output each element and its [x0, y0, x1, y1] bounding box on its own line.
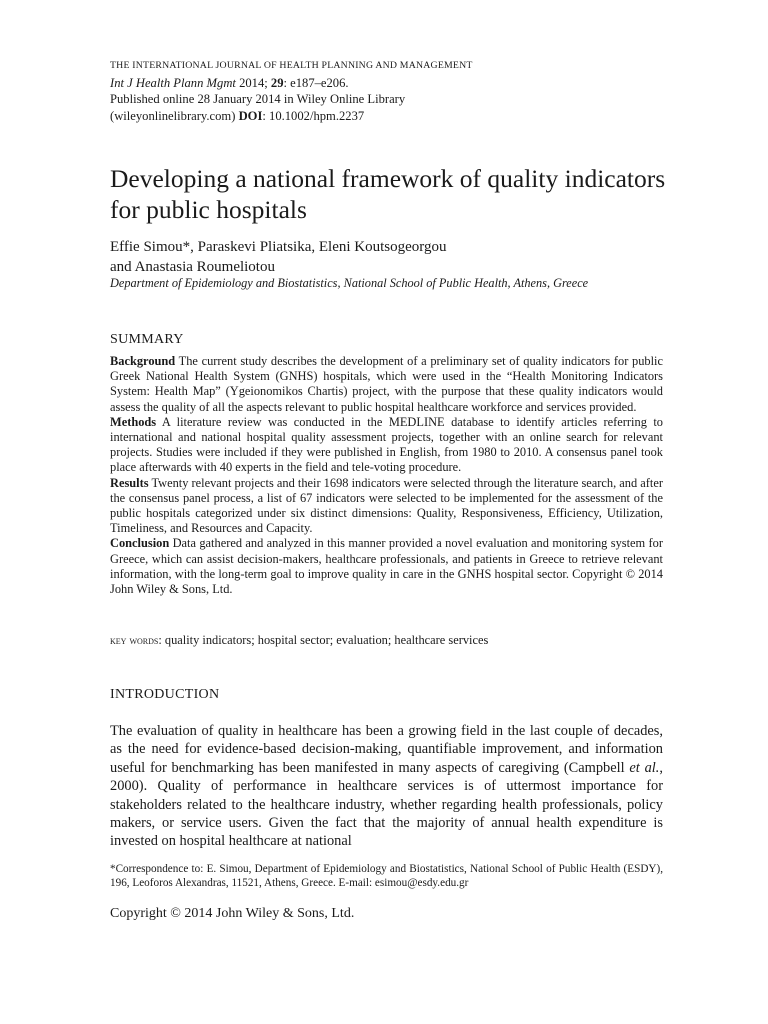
citation-pages: : e187–e206.	[283, 75, 349, 90]
methods-label: Methods	[110, 414, 157, 429]
authors-line-1: Effie Simou*, Paraskevi Pliatsika, Eleni Koutsogeorgou	[110, 239, 447, 255]
methods-text: A literature review was conducted in the MEDLINE database to identify articles referring to international and national hospital quality assessment projects, together with an online search for relevant projects. Studies were included if they were published in English, from 1980 to 2010. A consensus panel took place afterwards with 40 experts in the field and tele-voting procedure.	[110, 414, 663, 475]
citation-volume: 29	[270, 75, 284, 90]
keywords	[110, 633, 663, 648]
abstract-methods	[110, 415, 663, 476]
results-text: Twenty relevant projects and their 1698 indicators were selected through the literature search, and after the consensus panel process, a list of 67 indicators were selected to be implemented for the assessment of the public hospitals categorized under six distinct dimensions: Quality, Responsiveness, Efficiency, Utilization, Timeliness, and Resources and Capacity.	[110, 475, 663, 536]
copyright-notice: Copyright © 2014 John Wiley & Sons, Ltd.	[110, 906, 355, 921]
citation-line	[110, 75, 670, 92]
results-label: Results	[110, 475, 149, 490]
citation-journal: Int J Health Plann Mgmt	[110, 75, 236, 90]
abstract-background	[110, 354, 663, 415]
doi-line	[110, 108, 670, 125]
authors-line-2: and Anastasia Roumeliotou	[110, 258, 275, 275]
doi-value[interactable]: : 10.1002/hpm.2237	[262, 108, 365, 123]
introduction-text	[110, 722, 663, 851]
intro-text-part-1: The evaluation of quality in healthcare has been a growing field in the last couple of decades, as the need for evidence-based decision-making, quantifiable improvement, and information useful for benchmarking has been manifested in many aspects of caregiving (Campbell	[110, 723, 663, 776]
background-label: Background	[110, 354, 176, 368]
keywords-text: : quality indicators; hospital sector; evaluation; healthcare services	[158, 633, 489, 647]
summary-heading: SUMMARY	[110, 332, 184, 347]
citation-year: 2014;	[235, 75, 271, 90]
journal-name: THE INTERNATIONAL JOURNAL OF HEALTH PLANNING AND MANAGEMENT	[110, 60, 473, 71]
abstract-conclusion	[110, 536, 663, 597]
intro-et-al: et al.	[629, 759, 660, 776]
keywords-label: key words	[110, 633, 159, 647]
background-text: The current study describes the development of a preliminary set of quality indicators for public Greek National Health System (GNHS) hospitals, which were used in the “Health Monitoring Indicators System: Health Map” (Ygeionomikos Chartis) project, with the purpose that these quality indicators would assess the quality of all the aspects relevant to public hospital healthcare workforce and services provided.	[110, 354, 663, 414]
library-link[interactable]: (wileyonlinelibrary.com)	[110, 108, 239, 123]
conclusion-label: Conclusion	[110, 536, 170, 551]
conclusion-text: Data gathered and analyzed in this manner provided a novel evaluation and monitoring system for Greece, which can assist decision-makers, healthcare professionals, and patients in Greece to retrieve relevant information, with the long-term goal to improve quality in care in the GNHS hospital sector. Copyright © 2014 John Wiley & Sons, Ltd.	[110, 536, 663, 597]
published-line: Published online 28 January 2014 in Wiley Online Library	[110, 92, 406, 106]
paper-title: Developing a national framework of quality indicators for public hospitals	[110, 164, 666, 224]
affiliation: Department of Epidemiology and Biostatistics, National School of Public Health, Athens, Greece	[110, 276, 589, 290]
doi-label: DOI	[238, 108, 263, 123]
introduction-heading: INTRODUCTION	[110, 687, 220, 702]
intro-text-part-2: , 2000). Quality of performance in healthcare services is of uttermost importance for stakeholders related to the healthcare industry, whether regarding health professionals, policy makers, or service users. Given the fact that the majority of annual health expenditure is invested on hospital healthcare at national	[110, 759, 663, 850]
authors	[110, 238, 670, 277]
correspondence-footnote: *Correspondence to: E. Simou, Department of Epidemiology and Biostatistics, National School of Public Health (ESDY), 196, Leoforos Alexandras, 11521, Athens, Greece. E-mail: esimou@esdy.edu.gr	[110, 863, 663, 890]
abstract-results	[110, 476, 663, 537]
abstract	[110, 354, 663, 597]
journal-header	[110, 58, 670, 124]
